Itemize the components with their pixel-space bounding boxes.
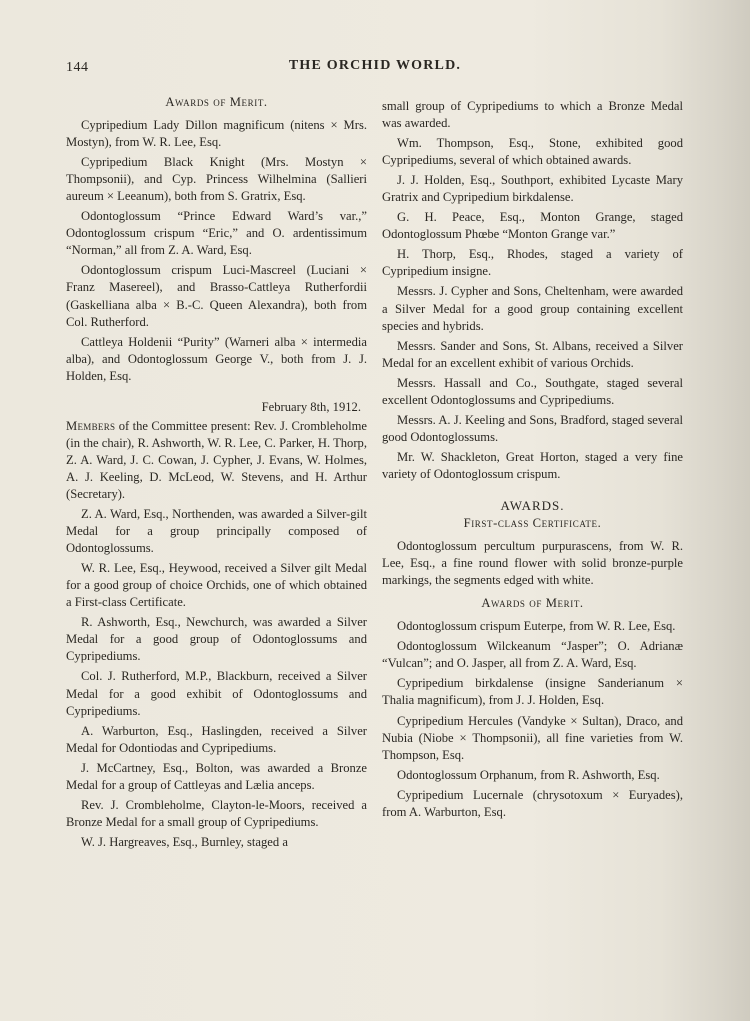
committee-members-paragraph: [66, 418, 367, 503]
award-entry: Cypripedium birkdalense (insigne Sanderianum × Thalia magnificum), from J. J. Holden, Esq.: [382, 676, 683, 708]
members-text: of the Committee present: Rev. J. Crombleholme (in the chair), R. Ashworth, W. R. Lee, C. Parker, H. Thorp, Z. A. Ward, J. C. Cowan, J. Cypher, J. Evans, W. Holmes, A. J. Keeling, D. McLeod, W. Stevens, and H. Arthur (Secretary).: [66, 418, 367, 501]
award-entry: Cypripedium Hercules (Vandyke × Sultan), Draco, and Nubia (Niobe × Thompsonii), all fine varieties from W. Thompson, Esq.: [382, 713, 683, 762]
exhibit-entry: Messrs. A. J. Keeling and Sons, Bradford, staged several good Odontoglossums.: [382, 412, 683, 444]
exhibit-entry: J. J. Holden, Esq., Southport, exhibited Lycaste Mary Gratrix and Cypripedium birkdalense.: [382, 173, 683, 205]
exhibit-entry: Messrs. Hassall and Co., Southgate, staged several excellent Odontoglossums and Cypripediums.: [382, 375, 683, 407]
exhibit-entry: W. J. Hargreaves, Esq., Burnley, staged a: [81, 834, 288, 849]
exhibit-entry: Mr. W. Shackleton, Great Horton, staged a very fine variety of Odontoglossum crispum.: [382, 449, 683, 481]
award-entry: Odontoglossum crispum Luci-Mascreel (Luciani × Franz Masereel), and Brasso-Cattleya Rutherfordii (Gaskelliana alba × B.-C. Queen Alexandra), both from Col. Rutherford.: [66, 263, 367, 329]
award-entry: Cypripedium Lucernale (chrysotoxum × Euryades), from A. Warburton, Esq.: [382, 787, 683, 819]
meeting-date: February 8th, 1912.: [261, 399, 361, 414]
exhibit-entry: Messrs. J. Cypher and Sons, Cheltenham, were awarded a Silver Medal for a good group containing excellent species and hybrids.: [382, 284, 683, 333]
exhibit-entry: H. Thorp, Esq., Rhodes, staged a variety of Cypripedium insigne.: [382, 247, 683, 279]
award-entry: Odontoglossum Orphanum, from R. Ashworth, Esq.: [397, 767, 660, 782]
award-entry: Odontoglossum Wilckeanum “Jasper”; O. Adrianæ “Vulcan”; and O. Jasper, all from Z. A. Ward, Esq.: [382, 639, 683, 671]
members-lead-word: Members: [66, 418, 116, 433]
page-number: 144: [66, 60, 89, 75]
award-entry: Cattleya Holdenii “Purity” (Warneri alba × intermedia alba), and Odontoglossum George V., both from J. J. Holden, Esq.: [66, 334, 367, 383]
awards-of-merit-heading: Awards of Merit.: [481, 596, 584, 611]
left-column: [66, 94, 367, 854]
exhibit-entry: Messrs. Sander and Sons, St. Albans, received a Silver Medal for an excellent exhibit of various Orchids.: [382, 338, 683, 370]
certificate-entry: Odontoglossum percultum purpurascens, from W. R. Lee, Esq., a fine round flower with solid bronze-purple markings, the segments edged with white.: [382, 539, 683, 588]
award-entry: Odontoglossum crispum Euterpe, from W. R. Lee, Esq.: [397, 619, 676, 634]
exhibit-entry: R. Ashworth, Esq., Newchurch, was awarded a Silver Medal for a good group of Odontoglossums and Cypripediums.: [66, 615, 367, 664]
exhibit-entry: W. R. Lee, Esq., Heywood, received a Silver gilt Medal for a good group of choice Orchids, one of which obtained a First-class Certificate.: [66, 561, 367, 610]
award-entry: Odontoglossum “Prince Edward Ward’s var.,” Odontoglossum crispum “Eric,” and O. ardentissimum “Norman,” all from Z. A. Ward, Esq.: [66, 209, 367, 258]
exhibit-entry: Wm. Thompson, Esq., Stone, exhibited good Cypripediums, several of which obtained awards.: [382, 136, 683, 168]
award-entry: Cypripedium Black Knight (Mrs. Mostyn × Thompsonii), and Cyp. Princess Wilhelmina (Sallieri aureum × Leeanum), both from S. Gratrix, Esq.: [66, 155, 367, 204]
awards-heading: AWARDS.: [500, 497, 565, 513]
exhibit-entry: Rev. J. Crombleholme, Clayton-le-Moors, received a Bronze Medal for a small group of Cypripediums.: [66, 797, 367, 829]
exhibit-entry: J. McCartney, Esq., Bolton, was awarded a Bronze Medal for a group of Cattleyas and Lælia anceps.: [66, 760, 367, 792]
continued-entry: small group of Cypripediums to which a Bronze Medal was awarded.: [382, 99, 683, 131]
right-column: [382, 98, 683, 824]
running-title: THE ORCHID WORLD.: [288, 58, 462, 73]
award-entry: Cypripedium Lady Dillon magnificum (nitens × Mrs. Mostyn), from W. R. Lee, Esq.: [66, 118, 367, 150]
exhibit-entry: G. H. Peace, Esq., Monton Grange, staged Odontoglossum Phœbe “Monton Grange var.”: [382, 210, 683, 242]
awards-of-merit-heading: Awards of Merit.: [165, 95, 268, 109]
first-class-certificate-heading: First-class Certificate.: [463, 516, 602, 531]
exhibit-entry: A. Warburton, Esq., Haslingden, received a Silver Medal for Odontiodas and Cypripediums.: [66, 723, 367, 755]
exhibit-entry: Col. J. Rutherford, M.P., Blackburn, received a Silver Medal for a good exhibit of Odontoglossums and Cypripediums.: [66, 669, 367, 718]
exhibit-entry: Z. A. Ward, Esq., Northenden, was awarded a Silver-gilt Medal for a group principally composed of Odontoglossums.: [66, 507, 367, 556]
